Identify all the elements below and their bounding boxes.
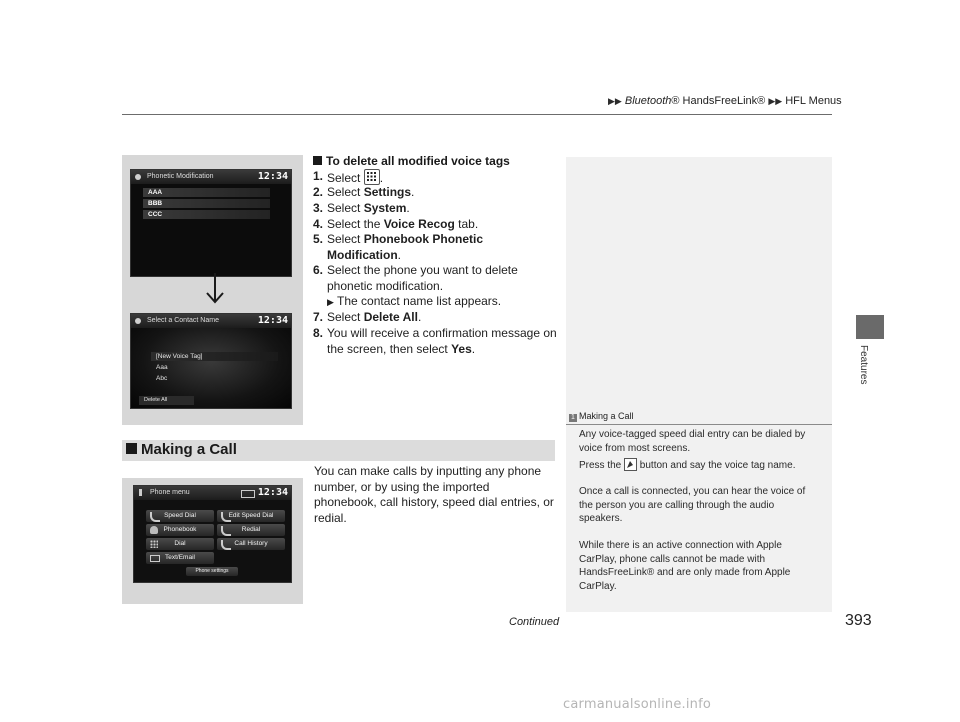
- breadcrumb-hfl-menus: HFL Menus: [785, 95, 842, 107]
- heading-square-icon: [126, 443, 137, 454]
- step-number: 2.: [313, 185, 324, 199]
- step-text: Select the phone you want to delete phonetic modification.: [327, 263, 518, 293]
- button-label: Redial: [241, 526, 261, 533]
- reference-marker-icon: 1: [569, 414, 577, 422]
- figure-phone-menu: [122, 478, 303, 604]
- call-history-button: [217, 538, 285, 550]
- step-bold-text: Phonebook Phonetic Modification: [327, 232, 484, 262]
- note-divider: [566, 424, 832, 425]
- delete-voice-tags-heading: [313, 154, 510, 168]
- redial-icon: [221, 526, 231, 536]
- breadcrumb-hfl: ® HandsFreeLink®: [671, 95, 766, 107]
- screen-list-item: Abc: [156, 375, 168, 382]
- phone-icon: [139, 489, 142, 496]
- step-text: Select: [327, 201, 364, 215]
- step-number: 5.: [313, 232, 324, 246]
- phone-settings-button: Phone settings: [186, 567, 238, 576]
- step-text: .: [471, 341, 476, 356]
- step-text: Select the: [327, 217, 384, 231]
- section-side-label: Features: [858, 345, 869, 385]
- breadcrumb-arrow-icon: ▶▶: [768, 96, 783, 106]
- step-bold-text: Voice Recog: [383, 217, 455, 231]
- step-text: You will receive a confirmation message on the screen, then select: [327, 326, 557, 356]
- screen-title-bar: [134, 486, 291, 500]
- step-text: tab.: [454, 217, 479, 231]
- screen-list-item: BBB: [143, 199, 270, 208]
- screen-title-bar: [131, 314, 291, 328]
- step-number: 4.: [313, 217, 324, 231]
- sub-arrow-icon: ▶: [327, 297, 334, 307]
- screen-list-item: AAA: [143, 188, 270, 197]
- edit-speed-dial-icon: [221, 512, 231, 522]
- step-number: 6.: [313, 263, 324, 277]
- screen-list-item: Aaa: [156, 364, 168, 371]
- step-bold-text: Yes: [451, 341, 472, 356]
- redial-button: [217, 524, 285, 536]
- header-divider: [122, 114, 832, 115]
- screen-list-item: CCC: [143, 210, 270, 219]
- phonebook-icon: [150, 526, 158, 534]
- button-label: Call History: [234, 540, 268, 547]
- step-text: .: [379, 171, 384, 185]
- button-label: Speed Dial: [164, 512, 196, 519]
- button-label: Text/Email: [165, 554, 195, 561]
- screen-phone-menu: [133, 485, 292, 583]
- screen-clock: 12:34: [257, 487, 288, 498]
- screen-phonetic-modification: [130, 169, 292, 277]
- step-subtext: The contact name list appears.: [337, 294, 502, 308]
- text-email-button: [146, 552, 214, 564]
- step-number: 7.: [313, 310, 324, 324]
- note-title: [569, 411, 634, 422]
- page-number: 393: [845, 612, 872, 629]
- dial-button: [146, 538, 214, 550]
- note-paragraph: While there is an active connection with Apple CarPlay, phone calls cannot be made with HandsFreeLink® and are only made from Apple CarPlay.: [579, 540, 791, 592]
- step-text: Select: [327, 310, 364, 324]
- delete-heading-text: To delete all modified voice tags: [326, 154, 510, 168]
- screen-clock: 12:34: [257, 315, 288, 326]
- screen-title-bar: [131, 170, 291, 184]
- speed-dial-button: [146, 510, 214, 522]
- battery-signal-icon: [241, 490, 255, 498]
- breadcrumb-arrow-icon: ▶▶: [608, 96, 622, 106]
- step-text: .: [406, 201, 410, 215]
- making-call-heading-text: Making a Call: [141, 441, 237, 458]
- section-tab-marker: [856, 315, 884, 339]
- home-dot-icon: [135, 174, 141, 180]
- screen-title: Phonetic Modification: [147, 173, 214, 180]
- keypad-icon: [150, 540, 158, 548]
- note-text: Press the: [579, 460, 625, 471]
- step-text: Select: [327, 185, 364, 199]
- step-number: 8.: [313, 326, 324, 340]
- home-dot-icon: [135, 318, 141, 324]
- screen-title: Select a Contact Name: [147, 317, 219, 324]
- talk-button-icon: [624, 458, 637, 471]
- speed-dial-icon: [150, 512, 160, 522]
- apps-grid-icon: [364, 169, 380, 185]
- button-label: Phonebook: [163, 526, 197, 533]
- note-paragraph: Any voice-tagged speed dial entry can be dialed by voice from most screens.: [579, 429, 806, 454]
- continued-label: Continued: [509, 616, 560, 628]
- step-bold-text: Delete All: [363, 310, 418, 324]
- step-text: .: [411, 185, 415, 199]
- step-text: Select: [327, 232, 364, 246]
- button-label: Dial: [174, 540, 186, 547]
- arrow-down-icon: [205, 272, 225, 304]
- screen-delete-all-button: Delete All: [139, 396, 194, 405]
- breadcrumb-bluetooth: Bluetooth: [624, 95, 672, 107]
- edit-speed-dial-button: [217, 510, 285, 522]
- note-title-text: Making a Call: [579, 411, 634, 421]
- making-call-heading: [126, 441, 237, 458]
- phonebook-button: [146, 524, 214, 536]
- note-text: button and say the voice tag name.: [637, 460, 796, 471]
- step-text: .: [397, 247, 402, 262]
- screen-title: Phone menu: [150, 489, 190, 496]
- breadcrumb: [608, 95, 842, 107]
- screen-clock: 12:34: [257, 171, 288, 182]
- heading-square-icon: [313, 156, 322, 165]
- step-number: 1.: [313, 169, 324, 183]
- note-paragraph: [579, 458, 819, 473]
- step-number: 3.: [313, 201, 324, 215]
- envelope-icon: [150, 555, 160, 562]
- button-label: Edit Speed Dial: [228, 512, 274, 519]
- step-bold-text: Settings: [363, 185, 412, 199]
- step-text: .: [417, 310, 422, 324]
- step-bold-text: System: [363, 201, 407, 215]
- screen-list-item: [New Voice Tag]: [151, 352, 278, 361]
- note-paragraph: Once a call is connected, you can hear the voice of the person you are calling through the audio speakers.: [579, 486, 806, 524]
- watermark-text: carmanualsonline.info: [563, 697, 712, 712]
- screen-select-contact: [130, 313, 292, 409]
- call-history-icon: [221, 540, 231, 550]
- step-text: Select: [327, 171, 364, 185]
- making-call-paragraph: You can make calls by inputting any phone number, or by using the imported phonebook, call history, speed dial entries, or redial.: [314, 464, 554, 525]
